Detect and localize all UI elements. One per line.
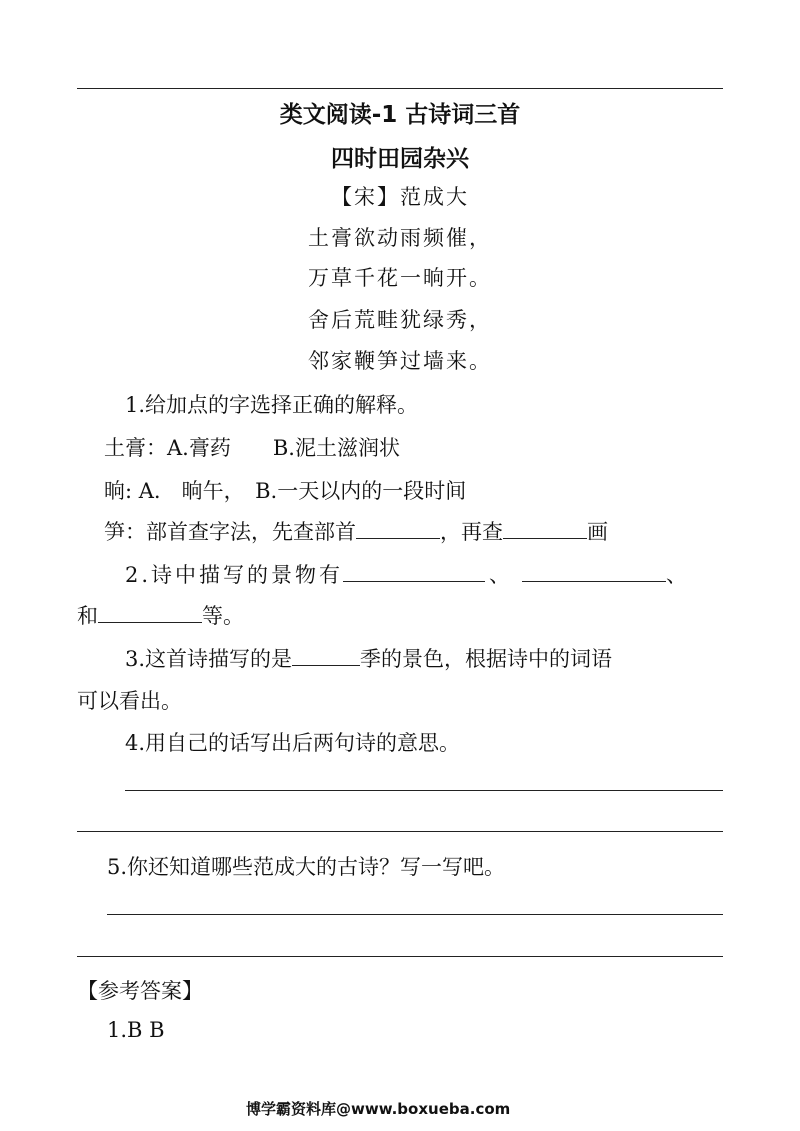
q4-prompt: 4.用自己的话写出后两句诗的意思。 <box>125 731 461 755</box>
q2-line-2 <box>77 600 244 630</box>
q1-sun-text-c: 画 <box>587 520 608 544</box>
scenery-blank-3[interactable] <box>98 602 202 623</box>
season-blank[interactable] <box>292 645 360 666</box>
q3-line-1 <box>125 643 612 673</box>
answers-heading: 【参考答案】 <box>77 979 203 1003</box>
q2-deng: 等。 <box>202 604 244 628</box>
q4-answer-line-1[interactable] <box>125 790 723 791</box>
poem-title: 四时田园杂兴 <box>331 146 469 172</box>
q1-sun-text-b: ，再查 <box>440 520 503 544</box>
poem-line-4: 邻家鞭笋过墙来。 <box>308 349 492 373</box>
scenery-blank-2[interactable] <box>522 561 666 582</box>
page-title: 类文阅读-1 古诗词三首 <box>279 102 521 128</box>
poem-author: 【宋】范成大 <box>331 185 469 209</box>
q5-answer-line-1[interactable] <box>107 914 723 915</box>
q2-prompt: 2.诗中描写的景物有 <box>125 563 344 587</box>
q5-answer-line-2[interactable] <box>77 956 723 957</box>
poem-line-3: 舍后荒畦犹绿秀， <box>308 308 492 332</box>
footer-watermark: 博学霸资料库@www.boxueba.com <box>246 1100 511 1118</box>
scenery-blank-1[interactable] <box>343 561 485 582</box>
q3-text-b: 季的景色，根据诗中的词语 <box>360 647 613 671</box>
radical-blank[interactable] <box>356 518 440 539</box>
q1-prompt: 1.给加点的字选择正确的解释。 <box>125 393 419 417</box>
q4-answer-line-2[interactable] <box>77 831 723 832</box>
q3-text-a: 3.这首诗描写的是 <box>125 647 293 671</box>
stroke-count-blank[interactable] <box>503 518 587 539</box>
q2-he: 和 <box>77 604 98 628</box>
q1-shang: 晌: A. 晌午， B.一天以内的一段时间 <box>104 479 467 503</box>
q2-sep-2: 、 <box>666 563 688 587</box>
q1-sun <box>104 516 608 546</box>
q1-tugao: 土膏：A.膏药 B.泥土滋润状 <box>104 436 400 460</box>
top-rule <box>77 88 723 89</box>
answer-1: 1.B B <box>107 1018 165 1042</box>
poem-line-1: 土膏欲动雨频催， <box>308 226 492 250</box>
q3-line-2: 可以看出。 <box>77 689 182 713</box>
q1-sun-text-a: 笋：部首查字法，先查部首 <box>104 520 356 544</box>
q2-line-1 <box>125 559 687 589</box>
poem-line-2: 万草千花一晌开。 <box>308 266 492 290</box>
q5-prompt: 5.你还知道哪些范成大的古诗？写一写吧。 <box>107 855 506 879</box>
q2-sep-1: 、 <box>489 563 511 587</box>
